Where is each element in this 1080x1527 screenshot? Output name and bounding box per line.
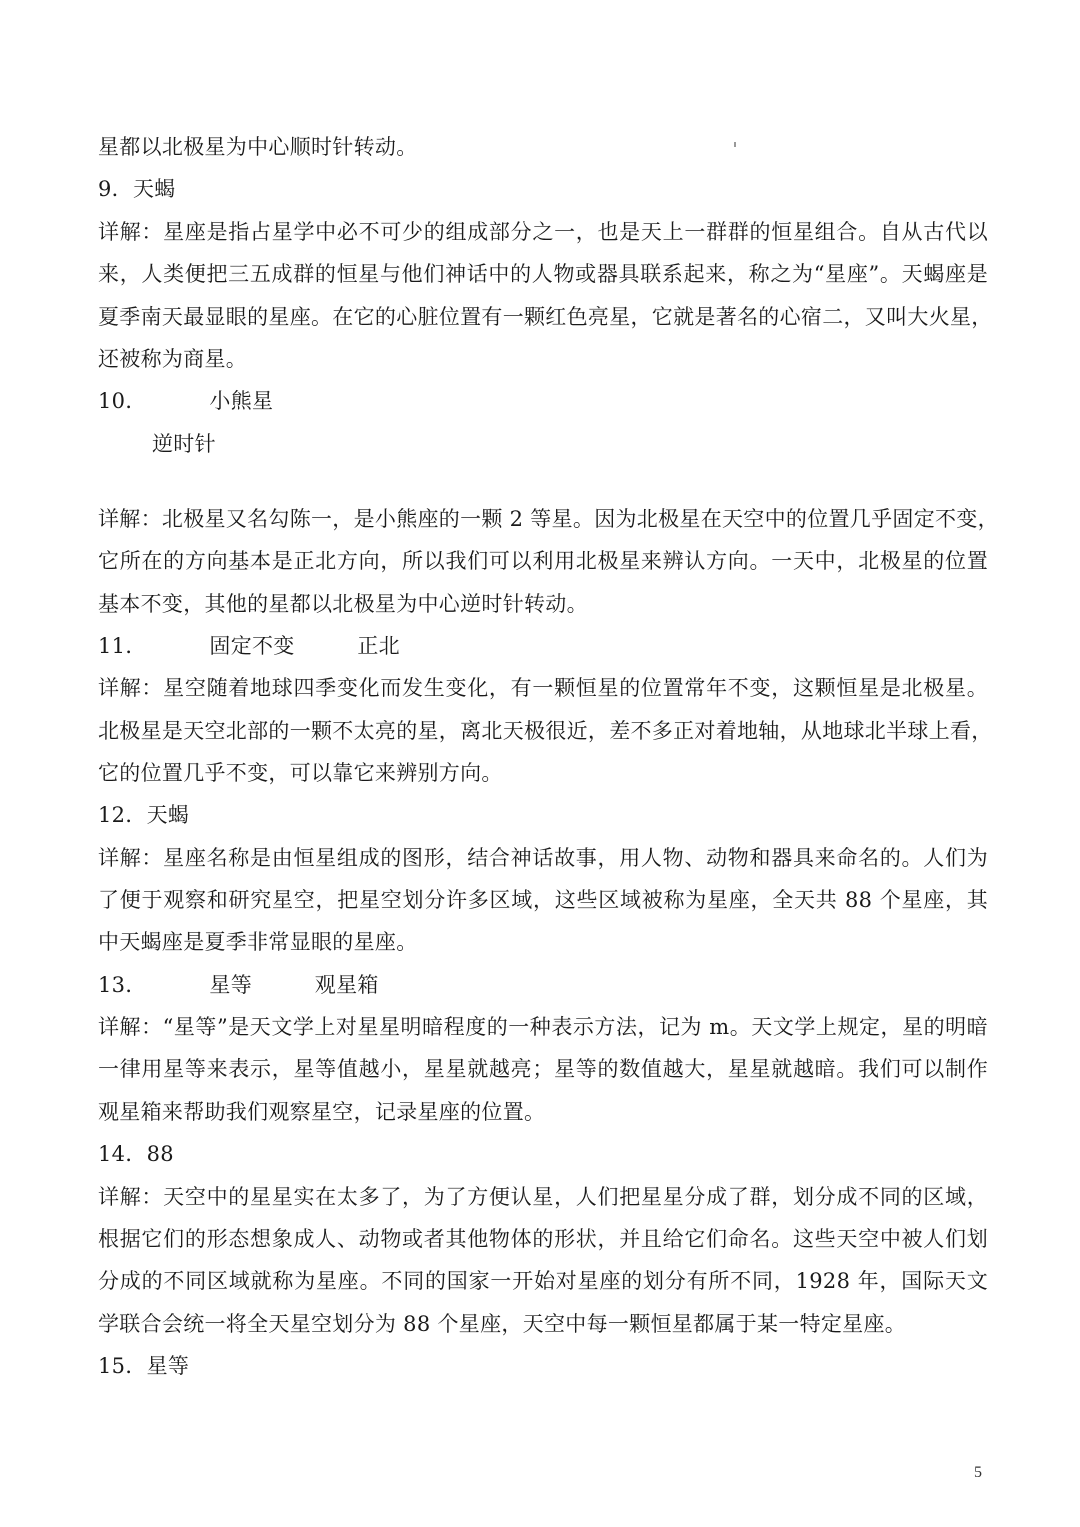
text-line: 它所在的方向基本是正北方向，所以我们可以利用北极星来辨认方向。一天中，北极星的位置 — [98, 549, 988, 573]
text-line: 详解：“星等”是天文学上对星星明暗程度的一种表示方法，记为 m。天文学上规定，星的明暗 — [98, 1015, 988, 1039]
text-line: 观星箱来帮助我们观察星空，记录星座的位置。 — [98, 1100, 546, 1124]
text-line: 详解：星座名称是由恒星组成的图形，结合神话故事，用人物、动物和器具来命名的。人们为 — [98, 846, 988, 870]
text-line: 了便于观察和研究星空，把星空划分许多区域，这些区域被称为星座，全天共 88 个星座，其 — [98, 888, 988, 912]
text-line: 根据它们的形态想象成人、动物或者其他物体的形状，并且给它们命名。这些天空中被人们划 — [98, 1227, 988, 1251]
text-line: 基本不变，其他的星都以北极星为中心逆时针转动。 — [98, 592, 588, 616]
text-line: 详解：北极星又名勾陈一，是小熊座的一颗 2 等星。因为北极星在天空中的位置几乎固定不变， — [98, 507, 999, 531]
answer-heading: 14．88 — [98, 1142, 174, 1166]
text-line: 一律用星等来表示，星等值越小，星星就越亮；星等的数值越大，星星就越暗。我们可以制作 — [98, 1057, 988, 1081]
answer-text: 逆时针 — [152, 432, 216, 456]
answer-heading: 13． 星等 观星箱 — [98, 973, 379, 997]
answer-heading: 10． 小熊星 — [98, 389, 274, 413]
answer-heading: 15．星等 — [98, 1354, 190, 1378]
answer-heading: 9．天蝎 — [98, 177, 176, 201]
text-line: 中天蝎座是夏季非常显眼的星座。 — [98, 930, 418, 954]
text-line: 学联合会统一将全天星空划分为 88 个星座，天空中每一颗恒星都属于某一特定星座。 — [98, 1312, 907, 1336]
page-number: 5 — [974, 1464, 982, 1481]
text-line: 夏季南天最显眼的星座。在它的心脏位置有一颗红色亮星，它就是著名的心宿二，又叫大火星， — [98, 305, 993, 329]
answer-heading: 12．天蝎 — [98, 803, 190, 827]
text-line: 北极星是天空北部的一颗不太亮的星，离北天极很近，差不多正对着地轴，从地球北半球上看， — [98, 719, 993, 743]
text-line: 详解：星空随着地球四季变化而发生变化，有一颗恒星的位置常年不变，这颗恒星是北极星。 — [98, 676, 988, 700]
text-line: 它的位置几乎不变，可以靠它来辨别方向。 — [98, 761, 503, 785]
text-line: 详解：天空中的星星实在太多了，为了方便认星，人们把星星分成了群，划分成不同的区域， — [98, 1185, 988, 1209]
text-line: 星都以北极星为中心顺时针转动。 — [98, 135, 418, 159]
answer-heading: 11． 固定不变 正北 — [98, 634, 400, 658]
text-line: 还被称为商星。 — [98, 347, 248, 371]
text-line: 来，人类便把三五成群的恒星与他们神话中的人物或器具联系起来，称之为“星座”。天蝎座是 — [98, 262, 988, 286]
text-line: 详解：星座是指占星学中必不可少的组成部分之一，也是天上一群群的恒星组合。自从古代以 — [98, 220, 988, 244]
text-line: 分成的不同区域就称为星座。不同的国家一开始对星座的划分有所不同，1928 年，国际天文 — [98, 1269, 988, 1293]
